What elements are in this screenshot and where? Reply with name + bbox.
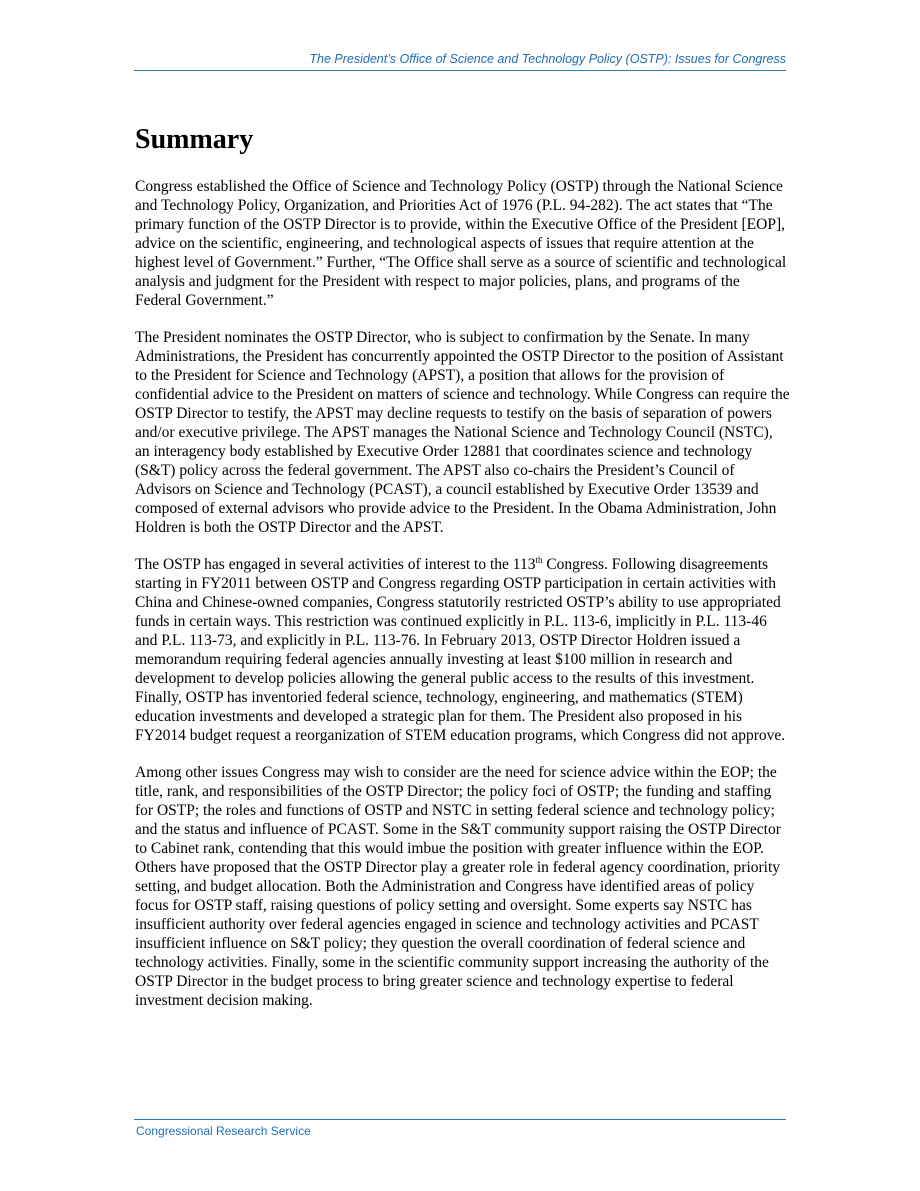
paragraph-issues: Among other issues Congress may wish to consider are the need for science advice within the EOP; the title, rank, and responsibilities of the OSTP Director; the policy foci of OSTP; the funding and staffing for OSTP; the roles and functions of OSTP and NSTC in setting federal science and technology policy; and the status and influence of PCAST. Some in the S&T community support raising the OSTP Director to Cabinet rank, contending that this would imbue the position with greater influence within the EOP. Others have proposed that the OSTP Director play a greater role in federal agency coordination, priority setting, and budget allocation. Both the Administration and Congress have identified areas of policy focus for OSTP staff, raising questions of policy setting and oversight. Some experts say NSTC has insufficient authority over federal agencies engaged in science and technology activities and PCAST insufficient influence on S&T policy; they question the overall coordination of federal science and technology activities. Finally, some in the scientific community support increasing the authority of the OSTP Director in the budget process to bring greater science and technology expertise to federal investment decision making. [135, 764, 781, 1009]
footer-source: Congressional Research Service [136, 1124, 311, 1138]
page-title: Summary [135, 124, 254, 155]
paragraph-director-role: The President nominates the OSTP Director, who is subject to confirmation by the Senate. In many Administrations, the President has concurrently appointed the OSTP Director to the position of Assistant to the President for Science and Technology (APST), a position that allows for the provision of confidential advice to the President on matters of science and technology. While Congress can require the OSTP Director to testify, the APST may decline requests to testify on the basis of separation of powers and/or executive privilege. The APST manages the National Science and Technology Council (NSTC), an interagency body established by Executive Order 12881 that coordinates science and technology (S&T) policy across the federal government. The APST also co-chairs the President’s Council of Advisors on Science and Technology (PCAST), a council established by Executive Order 13539 and composed of external advisors who provide advice to the President. In the Obama Administration, John Holdren is both the OSTP Director and the APST. [135, 329, 790, 536]
page-footer [134, 1119, 786, 1140]
running-title: The President’s Office of Science and Technology Policy (OSTP): Issues for Congress [309, 52, 786, 66]
summary-body [135, 177, 790, 1028]
paragraph-activities-rest: Congress. Following disagreements starting in FY2011 between OSTP and Congress regarding OSTP participation in certain activities with China and Chinese-owned companies, Congress statutorily restricted OSTP’s ability to use appropriated funds in certain ways. This restriction was continued explicitly in P.L. 113-6, implicitly in P.L. 113-46 and P.L. 113-73, and explicitly in P.L. 113-76. In February 2013, OSTP Director Holdren issued a memorandum requiring federal agencies annually investing at least $100 million in research and development to develop policies allowing the general public access to the results of this investment. Finally, OSTP has inventoried federal science, technology, engineering, and mathematics (STEM) education investments and developed a strategic plan for them. The President also proposed in his FY2014 budget request a reorganization of STEM education programs, which Congress did not approve. [135, 556, 786, 744]
paragraph-establishment: Congress established the Office of Science and Technology Policy (OSTP) through the National Science and Technology Policy, Organization, and Priorities Act of 1976 (P.L. 94-282). The act states that “The primary function of the OSTP Director is to provide, within the Executive Office of the President [EOP], advice on the scientific, engineering, and technological aspects of issues that require attention at the highest level of Government.” Further, “The Office shall serve as a source of scientific and technological analysis and judgment for the President with respect to major policies, plans, and programs of the Federal Government.” [135, 178, 787, 309]
page-header [134, 52, 786, 71]
ordinal-superscript: th [535, 555, 543, 565]
paragraph-activities-start: The OSTP has engaged in several activities of interest to the 113 [135, 556, 536, 573]
paragraph-activities [135, 555, 790, 745]
